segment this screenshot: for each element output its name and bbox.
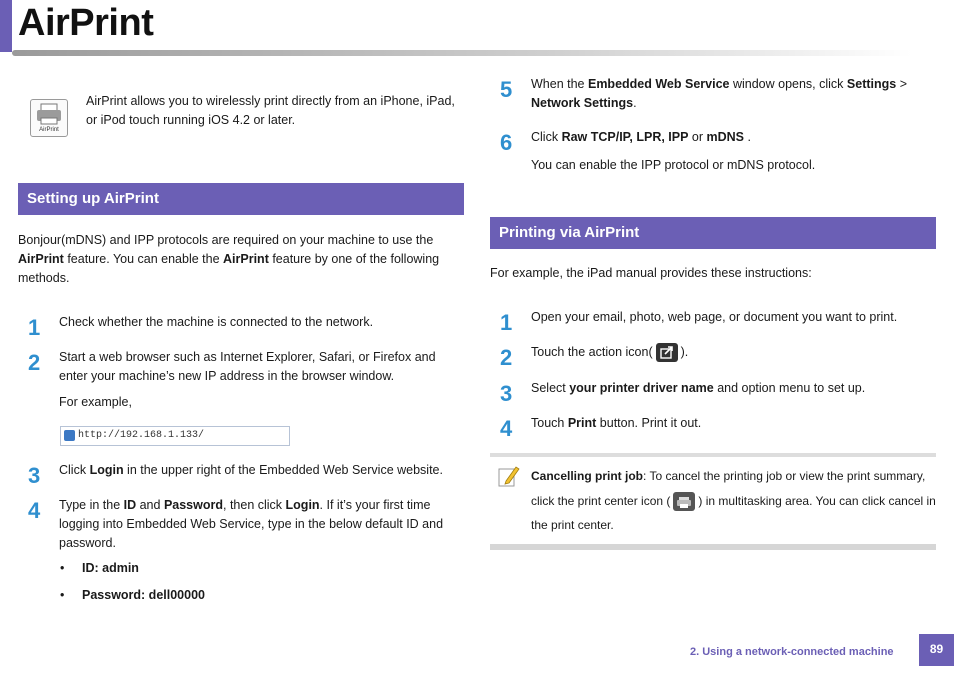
step-number: 3 [500, 381, 513, 406]
step-text [531, 128, 936, 147]
url-text: http://192.168.1.133/ [78, 430, 205, 441]
setup-intro-text: feature. You can enable the [63, 252, 224, 266]
airprint-icon-label: AirPrint [39, 127, 59, 133]
footer-chapter: 2. Using a network-connected machine [690, 646, 894, 658]
step-text-bold: your printer driver name [569, 381, 714, 395]
step-text [59, 496, 464, 553]
bullet-dot: • [60, 588, 65, 602]
step-text: Check whether the machine is connected to the network. [59, 315, 374, 329]
step-text-part: window opens, click [729, 77, 847, 91]
example-label: For example, [59, 395, 132, 409]
step-text-part: > [896, 77, 907, 91]
ie-page-icon [64, 430, 75, 441]
step-text-part: , then click [223, 498, 286, 512]
bullet-text: ID: admin [82, 561, 139, 575]
step-text-bold: Settings [846, 77, 897, 91]
step-text-bold: Network Settings [531, 96, 634, 110]
note-text [531, 464, 936, 538]
setup-intro-text: feature by one of the following methods. [18, 252, 440, 285]
step-text-part: and option menu to set up. [713, 381, 866, 395]
step-text-part: Type in the [59, 498, 124, 512]
setup-intro-bold: AirPrint [223, 252, 269, 266]
step-text-part: in the upper right of the Embedded Web Service website. [123, 463, 443, 477]
step-text [531, 343, 936, 362]
step-note: You can enable the IPP protocol or mDNS protocol. [531, 158, 816, 172]
list-item [60, 586, 205, 605]
step-text-part: Select [531, 381, 570, 395]
setup-intro-text: Bonjour(mDNS) and IPP protocols are required on your machine to use the [18, 233, 434, 247]
step-text-part: Click [531, 130, 562, 144]
step-text-part: button. Print it out. [596, 416, 702, 430]
step-text-part: Touch the action icon( [531, 345, 653, 359]
step-number: 4 [500, 416, 513, 441]
title-accent-bar [0, 0, 12, 52]
step-number: 3 [28, 463, 41, 488]
title-divider [12, 50, 912, 56]
page-number: 89 [919, 634, 954, 666]
step-text-part: Click [59, 463, 90, 477]
step-text [531, 414, 936, 433]
section-heading-printing: Printing via AirPrint [490, 217, 936, 249]
bullet-text: Password: dell00000 [82, 588, 205, 602]
note-bold: Cancelling print job [531, 469, 644, 483]
step-text-bold: ID [123, 498, 137, 512]
step-number: 6 [500, 130, 513, 155]
step-number: 5 [500, 77, 513, 102]
note-text-part: : To cancel the printing job or view the print summary, click the print center icon ( [531, 469, 926, 508]
step-text-part: and [136, 498, 164, 512]
step-text-bold: Raw TCP/IP, LPR, IPP [561, 130, 689, 144]
step-text-part: ). [680, 345, 689, 359]
step-number: 2 [28, 350, 41, 375]
step-text-part: When the [531, 77, 588, 91]
print-center-printer-icon [673, 492, 695, 511]
step-number: 1 [500, 310, 513, 335]
step-text-bold: mDNS [706, 130, 745, 144]
step-number: 2 [500, 345, 513, 370]
step-text-bold: Print [567, 416, 597, 430]
step-text-part: . [633, 96, 637, 110]
page-title: AirPrint [18, 2, 154, 44]
share-arrow-icon [656, 343, 678, 362]
bullet-dot: • [60, 561, 65, 575]
print-center-icon [673, 492, 695, 511]
intro-text: AirPrint allows you to wirelessly print directly from an iPhone, iPad, or iPod touch running iOS 4.2 or later. [86, 94, 455, 127]
setup-intro-bold: AirPrint [18, 252, 64, 266]
printing-intro: For example, the iPad manual provides these instructions: [490, 266, 812, 280]
setup-intro [18, 231, 464, 288]
list-item [60, 559, 139, 578]
step-text [531, 75, 936, 113]
step-number: 1 [28, 315, 41, 340]
browser-address-bar [60, 426, 290, 446]
step-text [59, 461, 464, 480]
step-number: 4 [28, 498, 41, 523]
step-text-part: Touch [531, 416, 568, 430]
step-text-part: or [688, 130, 707, 144]
step-text: Start a web browser such as Internet Explorer, Safari, or Firefox and enter your machine’s new IP address in the browser window. [59, 350, 436, 383]
step-text-bold: Login [285, 498, 320, 512]
step-text-part: . [744, 130, 751, 144]
step-text-bold: Embedded Web Service [587, 77, 730, 91]
airprint-icon [30, 99, 68, 137]
step-text-part: . If it’s your first time logging into Embedded Web Service, type in the below default ID and password. [59, 498, 444, 550]
section-heading-setup: Setting up AirPrint [18, 183, 464, 215]
share-action-icon [656, 343, 678, 362]
step-text-bold: Login [89, 463, 124, 477]
note-pencil-icon [498, 464, 520, 488]
note-text-part: ) in multitasking area. You can click cancel in the print center. [531, 493, 936, 532]
step-text: Open your email, photo, web page, or document you want to print. [531, 310, 898, 324]
step-text [531, 379, 936, 398]
step-text-bold: Password [163, 498, 223, 512]
